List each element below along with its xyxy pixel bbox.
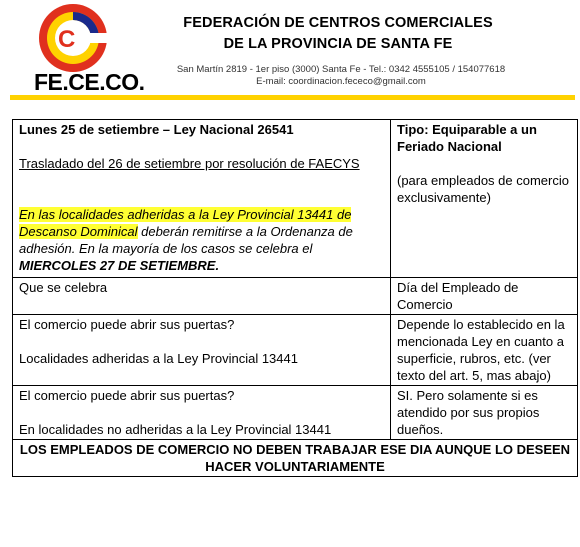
holiday-description-cell	[13, 120, 391, 278]
question-context: Localidades adheridas a la Ley Provincial 13441	[19, 351, 298, 366]
question-cell	[13, 278, 391, 315]
table-row	[13, 386, 578, 440]
answer-cell	[391, 278, 578, 315]
adhesion-paragraph	[19, 206, 384, 274]
answer-text: Día del Empleado de Comercio	[397, 280, 519, 312]
highlighted-law-text: En las localidades adheridas a la Ley Provincial 13441 de Descanso Dominical	[19, 207, 352, 239]
org-title-line2: DE LA PROVINCIA DE SANTA FE	[223, 36, 453, 52]
table-row	[13, 120, 578, 278]
answer-text: SI. Pero solamente si es atendido por sus propios dueños.	[397, 388, 540, 437]
holiday-title: Lunes 25 de setiembre – Ley Nacional 26541	[19, 122, 294, 137]
question-text: Que se celebra	[19, 280, 108, 295]
question-context: En localidades no adheridas a la Ley Provincial 13441	[19, 422, 332, 437]
question-cell	[13, 386, 391, 440]
question-text: El comercio puede abrir sus puertas?	[19, 388, 235, 403]
holiday-info-table	[12, 119, 578, 477]
table-row	[13, 440, 578, 477]
table-row	[13, 278, 578, 315]
holiday-type: Tipo: Equiparable a un Feriado Nacional	[397, 122, 537, 154]
celebration-date: MIERCOLES 27 DE SETIEMBRE.	[19, 258, 220, 273]
moved-note: Trasladado del 26 de setiembre por resolución de FAECYS	[19, 156, 360, 171]
org-address: San Martín 2819 - 1er piso (3000) Santa Fe - Tel.: 0342 4555105 / 154077618	[176, 64, 506, 75]
logo-wordmark: FE.CE.CO.	[34, 69, 145, 95]
svg-text:C: C	[58, 26, 76, 53]
fececo-logo	[36, 3, 110, 73]
org-email: E-mail: coordinacion.fececo@gmail.com	[256, 76, 426, 87]
warning-cell	[13, 440, 578, 477]
answer-text: Depende lo establecido en la mencionada Ley en cuanto a superficie, rubros, etc. (ver texto del art. 5, mas abajo)	[397, 317, 565, 383]
org-title-line1: FEDERACIÓN DE CENTROS COMERCIALES	[183, 15, 493, 31]
warning-text: LOS EMPLEADOS DE COMERCIO NO DEBEN TRABAJAR ESE DIA AUNQUE LO DESEEN HACER VOLUNTARIAMENTE	[19, 442, 571, 474]
question-text: El comercio puede abrir sus puertas?	[19, 317, 235, 332]
adhesion-text: deberán remitirse a la Ordenanza de adhesión. En la mayoría de los casos se celebra el	[19, 224, 353, 256]
answer-cell	[391, 315, 578, 386]
holiday-type-note: (para empleados de comercio exclusivamente)	[397, 173, 569, 205]
table-row	[13, 315, 578, 386]
question-cell	[13, 315, 391, 386]
holiday-type-cell	[391, 120, 578, 278]
header-divider	[10, 95, 575, 100]
answer-cell	[391, 386, 578, 440]
